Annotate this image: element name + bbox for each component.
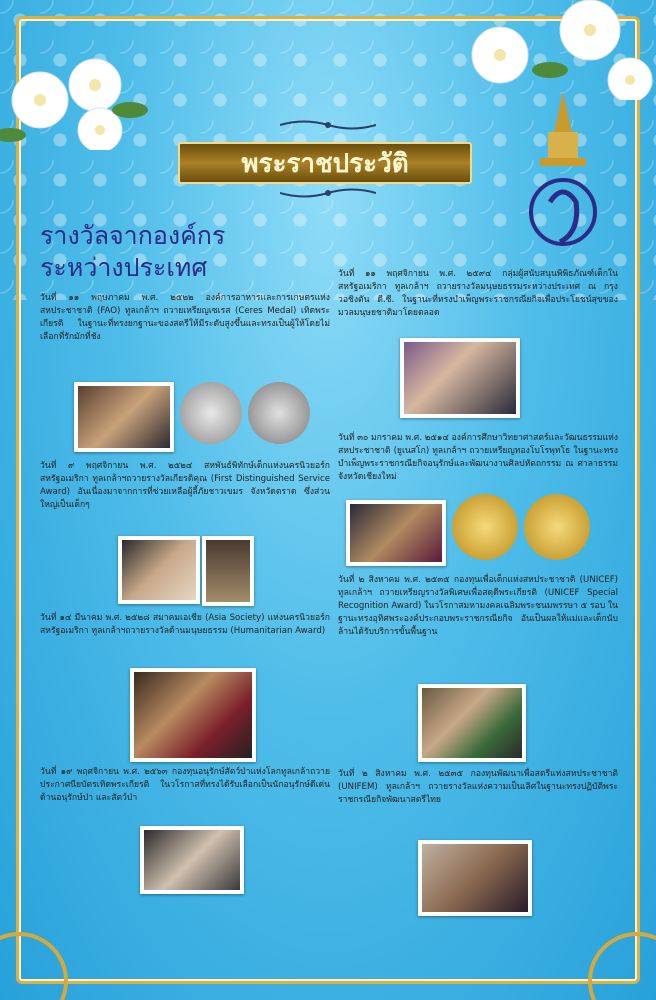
award-text-8: วันที่ ๒ สิงหาคม พ.ศ. ๒๕๓๕ กองทุนพัฒนาเพื่อสตรีแห่งสหประชาชาติ (UNIFEM) ทูลเกล้าฯ ถวายรางวัลแห่งความเป็นเลิศในฐานะทรงปฏิบัติพระราชกรณียกิจพัฒนาสตรีไทย (338, 769, 618, 805)
award-text-6: วันที่ ๓๐ มกราคม พ.ศ. ๒๕๑๔ องค์การศึกษาวิทยาศาสตร์และวัฒนธรรมแห่งสหประชาชาติ (ยูเนสโก) ทูลเกล้าฯ ถวายเหรียญทองโบโรพุทโธ ในฐานะทรงบำเพ็ญพระราชกรณียกิจอนุรักษ์และพัฒนางานศิลปหัตถกรรม ณ ศาลาธรรมจังหวัดเชียงใหม่ (338, 433, 618, 482)
award-text-3: วันที่ ๑๔ มีนาคม พ.ศ. ๒๕๒๘ สมาคมเอเชีย (Asia Society) แห่งนครนิวยอร์ก สหรัฐอเมริกา ทูลเกล้าฯถวายรางวัลด้านมนุษยธรรม (Humanitarian Award) (40, 613, 330, 636)
photo-humanitarian-award (400, 338, 520, 418)
ornament-bottom (280, 186, 376, 200)
gold-scroll-ornament-right (588, 932, 656, 1000)
award-text-5: วันที่ ๑๑ พฤศจิกายน พ.ศ. ๒๕๙๔ กลุ่มผู้สนับสนุนพิพิธภัณฑ์เด็กในสหรัฐอเมริกา ทูลเกล้าฯ ถวายรางวัลมนุษยธรรมระหว่างประเทศ ณ กรุงวอชิงตัน ดี.ซี. ในฐานะที่ทรงบำเพ็ญพระราชกรณียกิจเพื่อประโยชน์สุขของมวลมนุษยชาติมาโดยตลอด (338, 269, 618, 318)
white-flower-cluster-right (440, 0, 656, 100)
award-text-7: วันที่ ๒ สิงหาคม พ.ศ. ๒๕๓๕ กองทุนเพื่อเด็กแห่งสหประชาชาติ (UNICEF) ทูลเกล้าฯ ถวายเหรียญรางวัลพิเศษเพื่อสดุดีพระเกียรติ (UNICEF Special Recognition Award) ในวโรกาสมหามงคลเฉลิมพระชนมพรรษา ๕ รอบ ในฐานะทรงอุทิศพระองค์ประกอบพระราชกรณียกิจ อันเป็นผลให้แม่และเด็กนับล้านได้รับบริการขั้นพื้นฐาน (338, 575, 618, 637)
photo-unifem-award (418, 840, 532, 916)
title-banner (178, 142, 472, 184)
award-text-4: วันที่ ๑๙ พฤศจิกายน พ.ศ. ๒๕๖๓ กองทุนอนุรักษ์สัตว์ป่าแห่งโลกทูลเกล้าถวายประกาศนียบัตรเทิดพระเกียรติ ในวโรกาสที่ทรงได้รับเลือกเป็นนักอนุรักษ์ดีเด่น ด้านอนุรักษ์ป่า และสัตว์ป่า (40, 767, 330, 803)
photo-asia-society (130, 668, 256, 762)
page-title: พระราชประวัติ (241, 148, 409, 179)
award-text-2: วันที่ ๙ พฤศจิกายน พ.ศ. ๒๕๒๔ สหพันธ์พิทักษ์เด็กแห่งนครนิวยอร์ก สหรัฐอเมริกา ทูลเกล้าฯถวายรางวัลเกียรติคุณ (First Distinguished Service Award) อันเนื่องมาจากการที่ช่วยเหลือผู้ลี้ภัยชาวเขมร จังหวัดตราด ซึ่งส่วนใหญ่เป็นเด็กๆ (40, 461, 330, 510)
photo-unicef-award (418, 684, 526, 762)
ornament-top (280, 118, 376, 132)
heading-line-1: รางวัลจากองค์กร (40, 221, 226, 250)
photo-crystal-trophy (202, 536, 254, 606)
section-heading (40, 220, 225, 284)
ceres-medal-front (180, 382, 242, 444)
gold-scroll-ornament-left (0, 932, 68, 1000)
photo-unesco-award (346, 500, 446, 566)
royal-cipher-emblem (520, 92, 606, 262)
photo-wwf-award (140, 826, 244, 894)
photo-service-award (118, 536, 200, 604)
award-text-1: วันที่ ๑๑ พฤษภาคม พ.ศ. ๒๕๒๒ องค์การอาหารและการเกษตรแห่งสหประชาชาติ (FAO) ทูลเกล้าฯ ถวายเหรียญเซเรส (Ceres Medal) เทิดพระเกียรติ ในฐานะที่ทรงยกฐานะของสตรีให้มีระดับสูงขึ้นและทรงเป็นผู้ให้โดยไม่เลือกที่รักมักที่ชัง (40, 293, 330, 342)
heading-line-2: ระหว่างประเทศ (40, 253, 208, 282)
white-flower-cluster-left (0, 40, 150, 150)
borobudur-medal-front (452, 494, 518, 560)
ceres-medal-back (248, 382, 310, 444)
borobudur-medal-back (524, 494, 590, 560)
photo-fao-award (74, 382, 174, 452)
